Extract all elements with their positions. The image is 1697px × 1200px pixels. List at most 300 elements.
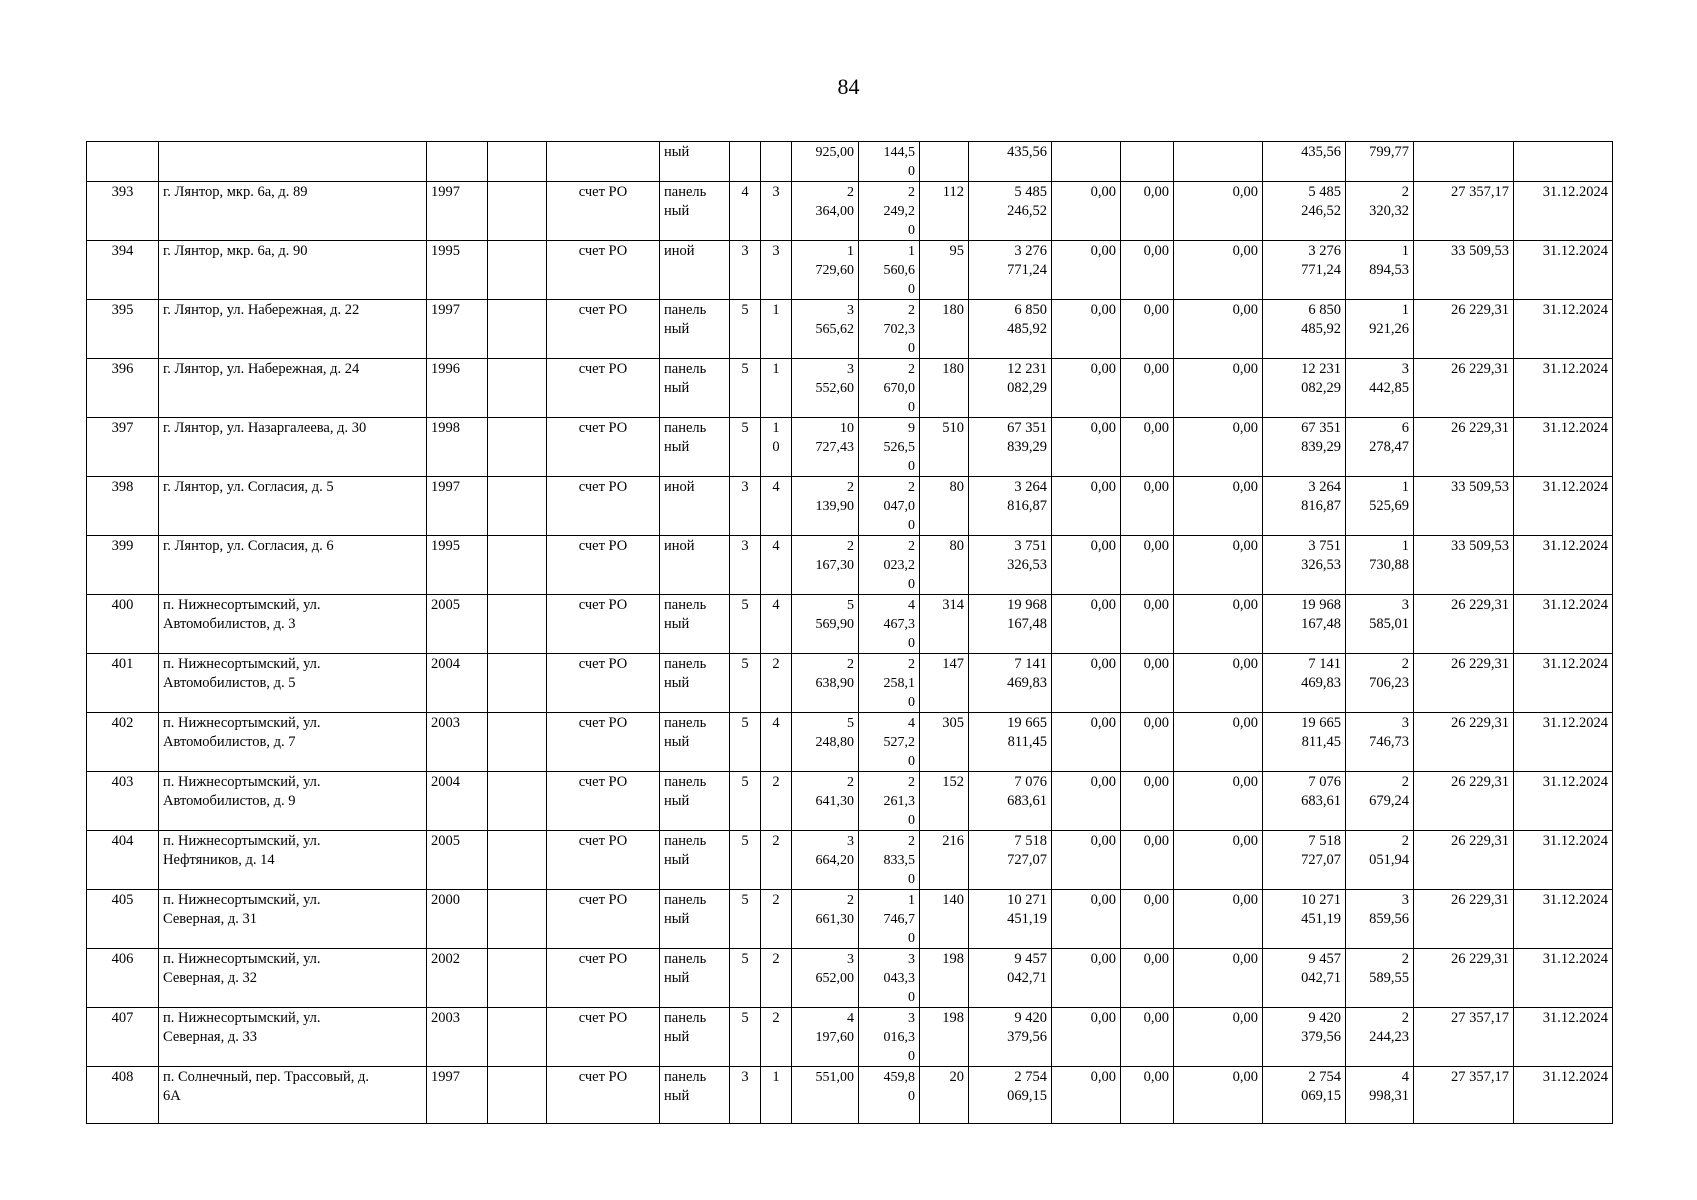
wall-material-cell: панель ный (660, 182, 730, 241)
empty-cell (488, 142, 547, 182)
unit-cost-cell: 1 894,53 (1346, 241, 1414, 300)
fund-method-cell: счет РО (547, 359, 660, 418)
fund-kr-cell: 7 518 727,07 (1263, 831, 1346, 890)
row-number-cell: 406 (87, 949, 159, 1008)
table-row (87, 536, 1613, 595)
table-row (87, 1067, 1613, 1124)
entrances-cell: 3 (761, 182, 792, 241)
row-number-cell: 396 (87, 359, 159, 418)
entrances-cell: 4 (761, 595, 792, 654)
total-area-cell: 1 729,60 (792, 241, 859, 300)
fund-regional-cell: 0,00 (1052, 654, 1121, 713)
cost-total-cell: 435,56 (969, 142, 1052, 182)
fund-method-cell: счет РО (547, 772, 660, 831)
residents-cell: 80 (920, 477, 969, 536)
empty-cell (488, 595, 547, 654)
wall-material-cell: панель ный (660, 713, 730, 772)
address-cell: п. Нижнесортымский, ул. Северная, д. 32 (159, 949, 427, 1008)
fund-regional-cell: 0,00 (1052, 300, 1121, 359)
table-row (87, 713, 1613, 772)
residents-cell: 216 (920, 831, 969, 890)
deadline-cell: 31.12.2024 (1514, 536, 1613, 595)
wall-material-cell: панель ный (660, 772, 730, 831)
living-area-cell: 3 016,3 0 (859, 1008, 920, 1067)
address-cell: г. Лянтор, ул. Согласия, д. 5 (159, 477, 427, 536)
fund-local-cell: 0,00 (1121, 477, 1174, 536)
fund-owner-cell: 0,00 (1174, 890, 1263, 949)
residents-cell: 112 (920, 182, 969, 241)
address-cell: г. Лянтор, мкр. 6а, д. 89 (159, 182, 427, 241)
deadline-cell: 31.12.2024 (1514, 654, 1613, 713)
fund-regional-cell: 0,00 (1052, 890, 1121, 949)
address-cell: п. Нижнесортымский, ул. Нефтяников, д. 14 (159, 831, 427, 890)
living-area-cell: 459,8 0 (859, 1067, 920, 1124)
fund-owner-cell: 0,00 (1174, 1067, 1263, 1124)
entrances-cell: 2 (761, 949, 792, 1008)
fund-local-cell: 0,00 (1121, 300, 1174, 359)
fund-owner-cell: 0,00 (1174, 418, 1263, 477)
floors-cell: 5 (730, 772, 761, 831)
fund-regional-cell: 0,00 (1052, 595, 1121, 654)
fund-method-cell (547, 142, 660, 182)
empty-cell (488, 477, 547, 536)
living-area-cell: 9 526,5 0 (859, 418, 920, 477)
deadline-cell: 31.12.2024 (1514, 359, 1613, 418)
address-cell (159, 142, 427, 182)
year-cell: 1997 (427, 300, 488, 359)
cost-total-cell: 10 271 451,19 (969, 890, 1052, 949)
fund-regional-cell: 0,00 (1052, 1067, 1121, 1124)
total-area-cell: 4 197,60 (792, 1008, 859, 1067)
cost-total-cell: 3 751 326,53 (969, 536, 1052, 595)
cost-total-cell: 12 231 082,29 (969, 359, 1052, 418)
fund-method-cell: счет РО (547, 654, 660, 713)
fund-method-cell: счет РО (547, 536, 660, 595)
row-number-cell: 401 (87, 654, 159, 713)
year-cell: 1996 (427, 359, 488, 418)
fund-local-cell: 0,00 (1121, 654, 1174, 713)
entrances-cell: 4 (761, 536, 792, 595)
entrances-cell (761, 142, 792, 182)
total-area-cell: 2 641,30 (792, 772, 859, 831)
fund-local-cell: 0,00 (1121, 418, 1174, 477)
total-area-cell: 3 664,20 (792, 831, 859, 890)
address-cell: п. Солнечный, пер. Трассовый, д. 6А (159, 1067, 427, 1124)
fund-owner-cell: 0,00 (1174, 713, 1263, 772)
floors-cell: 5 (730, 418, 761, 477)
max-cost-cell: 26 229,31 (1414, 654, 1514, 713)
table-row (87, 418, 1613, 477)
row-number-cell: 405 (87, 890, 159, 949)
total-area-cell: 551,00 (792, 1067, 859, 1124)
row-number-cell: 399 (87, 536, 159, 595)
fund-method-cell: счет РО (547, 1067, 660, 1124)
year-cell: 1997 (427, 182, 488, 241)
fund-regional-cell: 0,00 (1052, 713, 1121, 772)
cost-total-cell: 3 276 771,24 (969, 241, 1052, 300)
empty-cell (488, 831, 547, 890)
entrances-cell: 1 (761, 1067, 792, 1124)
fund-local-cell: 0,00 (1121, 831, 1174, 890)
entrances-cell: 3 (761, 241, 792, 300)
fund-kr-cell: 10 271 451,19 (1263, 890, 1346, 949)
table-row (87, 595, 1613, 654)
entrances-cell: 2 (761, 831, 792, 890)
wall-material-cell: панель ный (660, 890, 730, 949)
row-number-cell: 393 (87, 182, 159, 241)
unit-cost-cell: 2 679,24 (1346, 772, 1414, 831)
fund-method-cell: счет РО (547, 241, 660, 300)
residents-cell: 140 (920, 890, 969, 949)
cost-total-cell: 5 485 246,52 (969, 182, 1052, 241)
fund-owner-cell: 0,00 (1174, 831, 1263, 890)
table-row (87, 654, 1613, 713)
deadline-cell: 31.12.2024 (1514, 890, 1613, 949)
year-cell: 1997 (427, 477, 488, 536)
residents-cell: 198 (920, 1008, 969, 1067)
wall-material-cell: иной (660, 241, 730, 300)
year-cell: 2005 (427, 595, 488, 654)
entrances-cell: 2 (761, 1008, 792, 1067)
floors-cell: 3 (730, 241, 761, 300)
deadline-cell: 31.12.2024 (1514, 595, 1613, 654)
unit-cost-cell: 3 442,85 (1346, 359, 1414, 418)
total-area-cell: 10 727,43 (792, 418, 859, 477)
wall-material-cell: панель ный (660, 831, 730, 890)
fund-method-cell: счет РО (547, 418, 660, 477)
living-area-cell: 4 467,3 0 (859, 595, 920, 654)
max-cost-cell: 26 229,31 (1414, 595, 1514, 654)
year-cell: 2005 (427, 831, 488, 890)
empty-cell (488, 713, 547, 772)
unit-cost-cell: 1 730,88 (1346, 536, 1414, 595)
entrances-cell: 1 (761, 359, 792, 418)
fund-regional-cell (1052, 142, 1121, 182)
entrances-cell: 2 (761, 890, 792, 949)
fund-regional-cell: 0,00 (1052, 477, 1121, 536)
fund-local-cell: 0,00 (1121, 182, 1174, 241)
wall-material-cell: панель ный (660, 595, 730, 654)
cost-total-cell: 9 420 379,56 (969, 1008, 1052, 1067)
unit-cost-cell: 1 921,26 (1346, 300, 1414, 359)
max-cost-cell: 26 229,31 (1414, 949, 1514, 1008)
entrances-cell: 4 (761, 477, 792, 536)
table-row (87, 772, 1613, 831)
empty-cell (488, 772, 547, 831)
floors-cell: 3 (730, 536, 761, 595)
year-cell: 2004 (427, 772, 488, 831)
address-cell: г. Лянтор, ул. Назаргалеева, д. 30 (159, 418, 427, 477)
row-number-cell: 395 (87, 300, 159, 359)
fund-kr-cell: 3 276 771,24 (1263, 241, 1346, 300)
fund-kr-cell: 2 754 069,15 (1263, 1067, 1346, 1124)
address-cell: п. Нижнесортымский, ул. Северная, д. 33 (159, 1008, 427, 1067)
unit-cost-cell: 2 051,94 (1346, 831, 1414, 890)
total-area-cell: 3 652,00 (792, 949, 859, 1008)
residents-cell (920, 142, 969, 182)
deadline-cell: 31.12.2024 (1514, 1067, 1613, 1124)
total-area-cell: 3 552,60 (792, 359, 859, 418)
cost-total-cell: 7 141 469,83 (969, 654, 1052, 713)
entrances-cell: 2 (761, 772, 792, 831)
entrances-cell: 4 (761, 713, 792, 772)
table-row-continuation (87, 142, 1613, 182)
residents-cell: 152 (920, 772, 969, 831)
unit-cost-cell: 6 278,47 (1346, 418, 1414, 477)
max-cost-cell: 26 229,31 (1414, 772, 1514, 831)
year-cell: 2000 (427, 890, 488, 949)
wall-material-cell: панель ный (660, 359, 730, 418)
total-area-cell: 2 661,30 (792, 890, 859, 949)
fund-method-cell: счет РО (547, 1008, 660, 1067)
fund-method-cell: счет РО (547, 831, 660, 890)
row-number-cell: 402 (87, 713, 159, 772)
table-row (87, 182, 1613, 241)
unit-cost-cell: 799,77 (1346, 142, 1414, 182)
floors-cell: 4 (730, 182, 761, 241)
entrances-cell: 2 (761, 654, 792, 713)
total-area-cell: 2 139,90 (792, 477, 859, 536)
total-area-cell: 5 569,90 (792, 595, 859, 654)
fund-kr-cell: 435,56 (1263, 142, 1346, 182)
fund-owner-cell: 0,00 (1174, 182, 1263, 241)
fund-regional-cell: 0,00 (1052, 1008, 1121, 1067)
max-cost-cell: 26 229,31 (1414, 359, 1514, 418)
address-cell: г. Лянтор, ул. Набережная, д. 22 (159, 300, 427, 359)
row-number-cell: 404 (87, 831, 159, 890)
unit-cost-cell: 3 746,73 (1346, 713, 1414, 772)
residents-cell: 305 (920, 713, 969, 772)
cost-total-cell: 3 264 816,87 (969, 477, 1052, 536)
address-cell: п. Нижнесортымский, ул. Автомобилистов, д. 7 (159, 713, 427, 772)
living-area-cell: 2 258,1 0 (859, 654, 920, 713)
address-cell: п. Нижнесортымский, ул. Автомобилистов, д. 9 (159, 772, 427, 831)
deadline-cell: 31.12.2024 (1514, 241, 1613, 300)
unit-cost-cell: 3 585,01 (1346, 595, 1414, 654)
year-cell: 1995 (427, 241, 488, 300)
deadline-cell: 31.12.2024 (1514, 300, 1613, 359)
year-cell: 2003 (427, 713, 488, 772)
max-cost-cell: 33 509,53 (1414, 241, 1514, 300)
fund-local-cell: 0,00 (1121, 241, 1174, 300)
living-area-cell: 2 833,5 0 (859, 831, 920, 890)
fund-local-cell: 0,00 (1121, 595, 1174, 654)
fund-local-cell: 0,00 (1121, 713, 1174, 772)
floors-cell: 3 (730, 477, 761, 536)
table-row (87, 1008, 1613, 1067)
fund-regional-cell: 0,00 (1052, 949, 1121, 1008)
max-cost-cell: 27 357,17 (1414, 1067, 1514, 1124)
max-cost-cell (1414, 142, 1514, 182)
cost-total-cell: 9 457 042,71 (969, 949, 1052, 1008)
table-row (87, 831, 1613, 890)
max-cost-cell: 26 229,31 (1414, 831, 1514, 890)
fund-method-cell: счет РО (547, 477, 660, 536)
deadline-cell: 31.12.2024 (1514, 1008, 1613, 1067)
living-area-cell: 2 047,0 0 (859, 477, 920, 536)
total-area-cell: 2 364,00 (792, 182, 859, 241)
deadline-cell: 31.12.2024 (1514, 477, 1613, 536)
entrances-cell: 1 (761, 300, 792, 359)
year-cell: 1997 (427, 1067, 488, 1124)
floors-cell: 5 (730, 654, 761, 713)
year-cell (427, 142, 488, 182)
fund-regional-cell: 0,00 (1052, 359, 1121, 418)
table-row (87, 241, 1613, 300)
empty-cell (488, 536, 547, 595)
living-area-cell: 1 746,7 0 (859, 890, 920, 949)
deadline-cell: 31.12.2024 (1514, 831, 1613, 890)
fund-kr-cell: 12 231 082,29 (1263, 359, 1346, 418)
fund-local-cell: 0,00 (1121, 1008, 1174, 1067)
fund-local-cell: 0,00 (1121, 1067, 1174, 1124)
fund-kr-cell: 7 141 469,83 (1263, 654, 1346, 713)
max-cost-cell: 27 357,17 (1414, 182, 1514, 241)
fund-owner-cell: 0,00 (1174, 949, 1263, 1008)
fund-regional-cell: 0,00 (1052, 831, 1121, 890)
empty-cell (488, 241, 547, 300)
row-number-cell: 408 (87, 1067, 159, 1124)
row-number-cell: 398 (87, 477, 159, 536)
max-cost-cell: 26 229,31 (1414, 713, 1514, 772)
floors-cell: 5 (730, 1008, 761, 1067)
empty-cell (488, 890, 547, 949)
fund-kr-cell: 3 264 816,87 (1263, 477, 1346, 536)
living-area-cell: 2 249,2 0 (859, 182, 920, 241)
floors-cell (730, 142, 761, 182)
fund-owner-cell: 0,00 (1174, 595, 1263, 654)
address-cell: п. Нижнесортымский, ул. Автомобилистов, д. 5 (159, 654, 427, 713)
row-number-cell: 397 (87, 418, 159, 477)
row-number-cell: 403 (87, 772, 159, 831)
unit-cost-cell: 2 589,55 (1346, 949, 1414, 1008)
fund-kr-cell: 5 485 246,52 (1263, 182, 1346, 241)
fund-owner-cell: 0,00 (1174, 772, 1263, 831)
wall-material-cell: панель ный (660, 949, 730, 1008)
deadline-cell: 31.12.2024 (1514, 713, 1613, 772)
year-cell: 1995 (427, 536, 488, 595)
table-row (87, 300, 1613, 359)
cost-total-cell: 7 518 727,07 (969, 831, 1052, 890)
living-area-cell: 4 527,2 0 (859, 713, 920, 772)
wall-material-cell: панель ный (660, 1067, 730, 1124)
floors-cell: 5 (730, 890, 761, 949)
wall-material-cell: панель ный (660, 300, 730, 359)
empty-cell (488, 182, 547, 241)
fund-local-cell: 0,00 (1121, 359, 1174, 418)
fund-local-cell: 0,00 (1121, 949, 1174, 1008)
residents-cell: 95 (920, 241, 969, 300)
year-cell: 1998 (427, 418, 488, 477)
fund-regional-cell: 0,00 (1052, 536, 1121, 595)
empty-cell (488, 300, 547, 359)
residents-cell: 198 (920, 949, 969, 1008)
living-area-cell: 1 560,6 0 (859, 241, 920, 300)
fund-owner-cell: 0,00 (1174, 359, 1263, 418)
cost-total-cell: 6 850 485,92 (969, 300, 1052, 359)
unit-cost-cell: 1 525,69 (1346, 477, 1414, 536)
total-area-cell: 3 565,62 (792, 300, 859, 359)
fund-regional-cell: 0,00 (1052, 241, 1121, 300)
total-area-cell: 925,00 (792, 142, 859, 182)
residents-cell: 180 (920, 359, 969, 418)
floors-cell: 5 (730, 300, 761, 359)
address-cell: г. Лянтор, мкр. 6а, д. 90 (159, 241, 427, 300)
fund-owner-cell: 0,00 (1174, 1008, 1263, 1067)
address-cell: п. Нижнесортымский, ул. Автомобилистов, д. 3 (159, 595, 427, 654)
deadline-cell: 31.12.2024 (1514, 772, 1613, 831)
wall-material-cell: панель ный (660, 1008, 730, 1067)
fund-regional-cell: 0,00 (1052, 418, 1121, 477)
fund-method-cell: счет РО (547, 890, 660, 949)
fund-kr-cell: 19 968 167,48 (1263, 595, 1346, 654)
empty-cell (488, 418, 547, 477)
residents-cell: 510 (920, 418, 969, 477)
cost-total-cell: 67 351 839,29 (969, 418, 1052, 477)
row-number-cell: 400 (87, 595, 159, 654)
max-cost-cell: 33 509,53 (1414, 536, 1514, 595)
fund-owner-cell: 0,00 (1174, 300, 1263, 359)
cost-total-cell: 2 754 069,15 (969, 1067, 1052, 1124)
floors-cell: 5 (730, 949, 761, 1008)
fund-local-cell: 0,00 (1121, 536, 1174, 595)
unit-cost-cell: 2 320,32 (1346, 182, 1414, 241)
row-number-cell (87, 142, 159, 182)
deadline-cell: 31.12.2024 (1514, 182, 1613, 241)
row-number-cell: 394 (87, 241, 159, 300)
wall-material-cell: панель ный (660, 654, 730, 713)
wall-material-cell: панель ный (660, 418, 730, 477)
empty-cell (488, 1067, 547, 1124)
deadline-cell: 31.12.2024 (1514, 418, 1613, 477)
year-cell: 2003 (427, 1008, 488, 1067)
fund-owner-cell: 0,00 (1174, 477, 1263, 536)
fund-regional-cell: 0,00 (1052, 182, 1121, 241)
fund-regional-cell: 0,00 (1052, 772, 1121, 831)
fund-owner-cell: 0,00 (1174, 654, 1263, 713)
fund-method-cell: счет РО (547, 949, 660, 1008)
living-area-cell: 3 043,3 0 (859, 949, 920, 1008)
fund-method-cell: счет РО (547, 300, 660, 359)
wall-material-cell: иной (660, 536, 730, 595)
address-cell: п. Нижнесортымский, ул. Северная, д. 31 (159, 890, 427, 949)
living-area-cell: 144,5 0 (859, 142, 920, 182)
unit-cost-cell: 2 706,23 (1346, 654, 1414, 713)
living-area-cell: 2 261,3 0 (859, 772, 920, 831)
floors-cell: 3 (730, 1067, 761, 1124)
fund-owner-cell: 0,00 (1174, 536, 1263, 595)
max-cost-cell: 27 357,17 (1414, 1008, 1514, 1067)
table-row (87, 949, 1613, 1008)
fund-owner-cell: 0,00 (1174, 241, 1263, 300)
floors-cell: 5 (730, 359, 761, 418)
living-area-cell: 2 702,3 0 (859, 300, 920, 359)
max-cost-cell: 33 509,53 (1414, 477, 1514, 536)
empty-cell (488, 949, 547, 1008)
year-cell: 2004 (427, 654, 488, 713)
unit-cost-cell: 2 244,23 (1346, 1008, 1414, 1067)
cost-total-cell: 19 968 167,48 (969, 595, 1052, 654)
fund-kr-cell: 6 850 485,92 (1263, 300, 1346, 359)
total-area-cell: 2 167,30 (792, 536, 859, 595)
empty-cell (488, 1008, 547, 1067)
fund-kr-cell: 7 076 683,61 (1263, 772, 1346, 831)
total-area-cell: 2 638,90 (792, 654, 859, 713)
fund-method-cell: счет РО (547, 182, 660, 241)
fund-kr-cell: 67 351 839,29 (1263, 418, 1346, 477)
row-number-cell: 407 (87, 1008, 159, 1067)
fund-method-cell: счет РО (547, 595, 660, 654)
